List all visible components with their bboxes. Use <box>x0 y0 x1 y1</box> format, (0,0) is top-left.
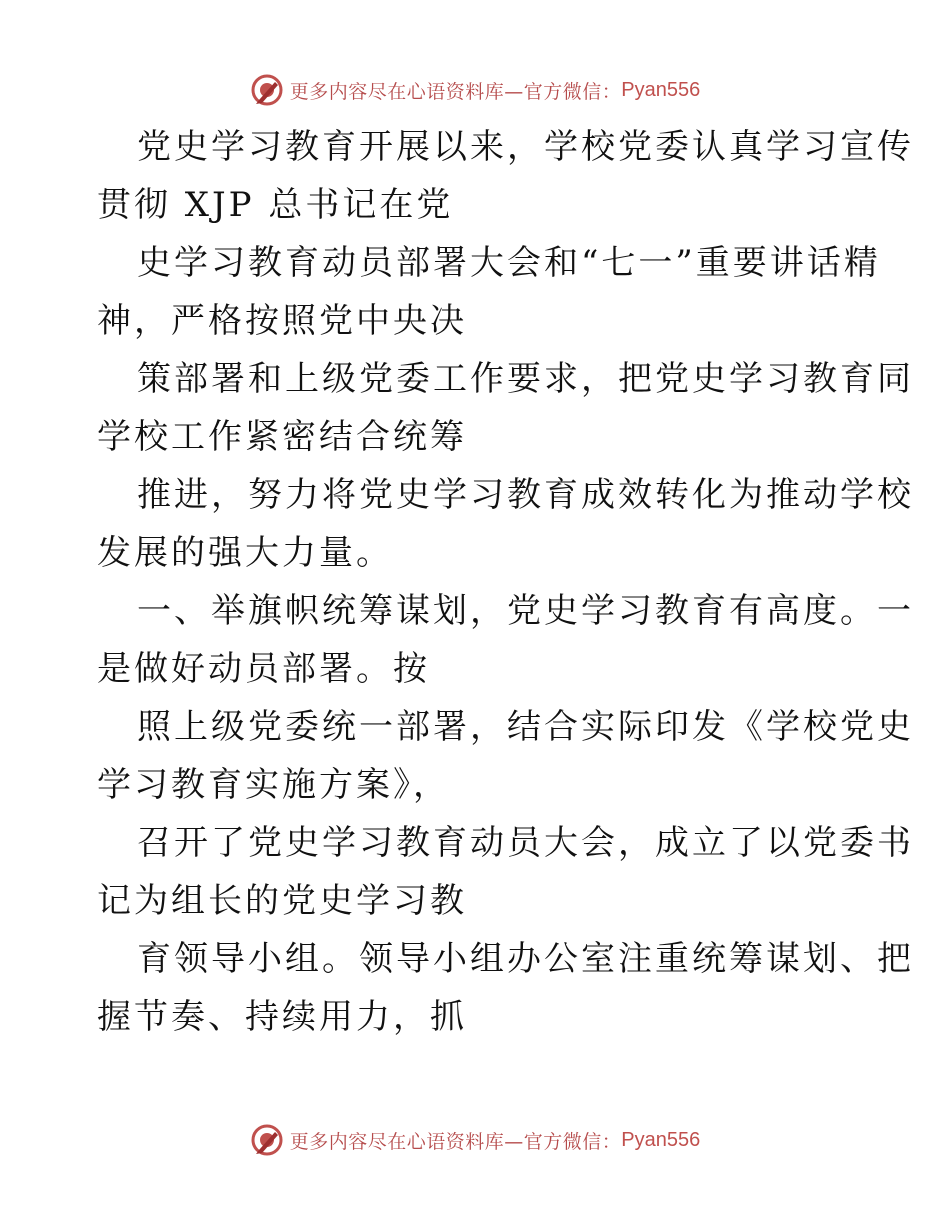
paragraph-line: 握节奏、持续用力，抓 <box>97 997 467 1037</box>
paragraph <box>97 582 914 698</box>
paragraph-line: 学校工作紧密结合统筹 <box>97 417 467 457</box>
paragraph <box>97 234 881 350</box>
paragraph <box>97 466 914 582</box>
paragraph-line: 史学习教育动员部署大会和“七一”重要讲话精 <box>137 243 881 283</box>
paragraph <box>97 698 914 814</box>
pen-logo-icon <box>250 73 284 107</box>
paragraph-line: 一、举旗帜统筹谋划，党史学习教育有高度。一 <box>137 591 914 631</box>
pen-logo-icon <box>250 1123 284 1157</box>
paragraph-line: 推进，努力将党史学习教育成效转化为推动学校 <box>137 475 914 515</box>
footer-watermark <box>0 1118 950 1162</box>
paragraph-line: 策部署和上级党委工作要求，把党史学习教育同 <box>137 359 914 399</box>
paragraph-line: 照上级党委统一部署，结合实际印发《学校党史 <box>137 707 914 747</box>
paragraph-line: 记为组长的党史学习教 <box>97 881 467 921</box>
document-body <box>97 118 914 1046</box>
paragraph-line: 发展的强大力量。 <box>97 533 393 573</box>
paragraph-line: 神，严格按照党中央决 <box>97 301 467 341</box>
watermark-text: 更多内容尽在心语资料库—官方微信： <box>289 1130 622 1153</box>
paragraph <box>97 118 914 234</box>
watermark-wechat-id: Pyan556 <box>621 78 701 101</box>
paragraph <box>97 930 914 1046</box>
paragraph-line: 育领导小组。领导小组办公室注重统筹谋划、把 <box>137 939 914 979</box>
paragraph-line: 是做好动员部署。按 <box>97 649 430 689</box>
header-watermark <box>0 68 950 112</box>
paragraph-line: 贯彻 XJP 总书记在党 <box>97 185 454 225</box>
paragraph-line: 召开了党史学习教育动员大会，成立了以党委书 <box>137 823 914 863</box>
paragraph-line: 学习教育实施方案》， <box>97 765 450 805</box>
paragraph <box>97 814 914 930</box>
paragraph <box>97 350 914 466</box>
watermark-text: 更多内容尽在心语资料库—官方微信： <box>289 80 622 103</box>
paragraph-line: 党史学习教育开展以来，学校党委认真学习宣传 <box>137 127 914 167</box>
watermark-wechat-id: Pyan556 <box>621 1128 701 1151</box>
